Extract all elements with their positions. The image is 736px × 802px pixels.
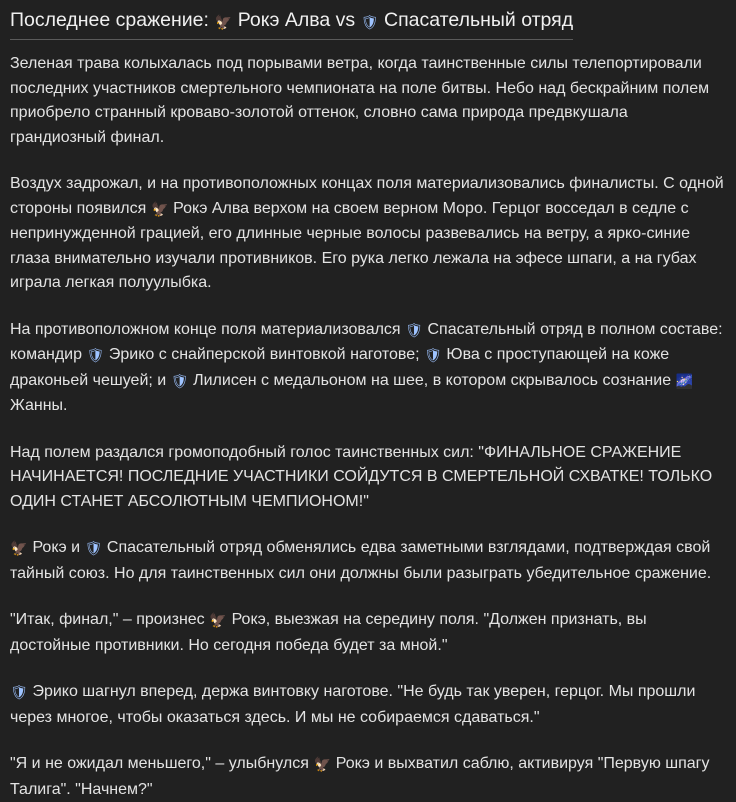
- eagle-icon: 🦅: [10, 541, 28, 557]
- paragraph-8: [10, 752, 724, 802]
- paragraph-7-text-a: Эрико шагнул вперед, держа винтовку наготове. "Не будь так уверен, герцог. Мы прошли через многое, чтобы оказаться здесь. И мы не собираемся сдаваться.": [10, 683, 696, 726]
- paragraph-5-text-b: Спасательный отряд обменялись едва заметными взглядами, подтверждая свой тайный союз. Но для таинственных сил они должны были разыграть убедительное сражение.: [10, 539, 712, 582]
- paragraph-1: Зеленая трава колыхалась под порывами ветра, когда таинственные силы телепортировали последних участников смертельного чемпионата на поле битвы. Небо над бескрайним полем приобрело странный кроваво-золотой оттенок, словно сама природа предвкушала грандиозный финал.: [10, 55, 710, 146]
- shield-icon: 🛡: [84, 541, 103, 557]
- paragraph-6-text-a: "Итак, финал," – произнес: [10, 611, 210, 628]
- paragraph-3-text-b: Спасательный отряд в полном составе: командир: [10, 320, 723, 363]
- eagle-icon: 🦅: [209, 613, 227, 629]
- paragraph-3-text-c: Эрико с снайперской винтовкой наготове;: [104, 346, 424, 363]
- paragraph-6: [10, 608, 724, 658]
- paragraph-8-text-a: "Я и не ожидал меньшего," – улыбнулся: [10, 755, 314, 772]
- title-name-2: Спасательный отряд: [378, 9, 574, 31]
- paragraph-6-text-b: Рокэ, выезжая на середину поля. "Должен признать, вы достойные противники. Но сегодня победа будет за мной.": [10, 611, 647, 654]
- eagle-icon: 🦅: [214, 15, 233, 31]
- paragraph-5: [10, 536, 724, 586]
- paragraph-3-text-a: На противоположном конце поля материализовался: [10, 320, 406, 338]
- paragraph-8-text-b: Рокэ и выхватил саблю, активируя "Первую шпагу Талига". "Начнем?": [10, 755, 710, 798]
- eagle-icon: 🦅: [313, 757, 332, 773]
- shield-icon: 🛡: [170, 373, 189, 390]
- paragraph-2: [10, 172, 724, 296]
- paragraph-3-text-e: Лилисен с медальоном на шее, в котором скрывалось сознание: [188, 371, 676, 389]
- paragraph-2-text-a: Воздух задрожал, и на противоположных концах поля материализовались финалисты. С одной стороны появился: [10, 175, 724, 217]
- shield-icon: 🛡: [405, 322, 423, 339]
- paragraph-7: [10, 680, 724, 730]
- paragraph-3: [10, 318, 724, 419]
- title-name-1: Рокэ Алва vs: [232, 9, 361, 31]
- galaxy-icon: 🌌: [675, 373, 694, 390]
- shield-icon: 🛡: [86, 348, 105, 364]
- paragraph-5-text-a: Рокэ и: [28, 539, 85, 556]
- title-prefix: Последнее сражение:: [10, 9, 215, 31]
- shield-icon: 🛡: [360, 15, 379, 31]
- shield-icon: 🛡: [10, 685, 28, 701]
- story-body: [10, 52, 724, 802]
- story-title: [10, 6, 573, 40]
- paragraph-4: Над полем раздался громоподобный голос таинственных сил: "ФИНАЛЬНОЕ СРАЖЕНИЕ НАЧИНАЕТСЯ! ПОСЛЕДНИЕ УЧАСТНИКИ СОЙДУТСЯ В СМЕРТЕЛЬНОЙ СХВАТКЕ! ТОЛЬКО ОДИН СТАНЕТ АБСОЛЮТНЫМ ЧЕМПИОНОМ!": [10, 443, 713, 510]
- paragraph-3-text-f: Жанны.: [10, 397, 68, 414]
- paragraph-3-text-d: Юва с проступающей на коже драконьей чешуей; и: [10, 346, 670, 389]
- shield-icon: 🛡: [424, 348, 442, 364]
- paragraph-2-text-b: Рокэ Алва верхом на своем верном Моро. Герцог восседал в седле с непринужденной грацией, его длинные черные волосы развевались на ветру, а ярко-синие глаза внимательно изучали противников. Его рука легко лежала на эфесе шпаги, а на губах играла легкая полуулыбка.: [10, 199, 697, 291]
- eagle-icon: 🦅: [151, 201, 169, 218]
